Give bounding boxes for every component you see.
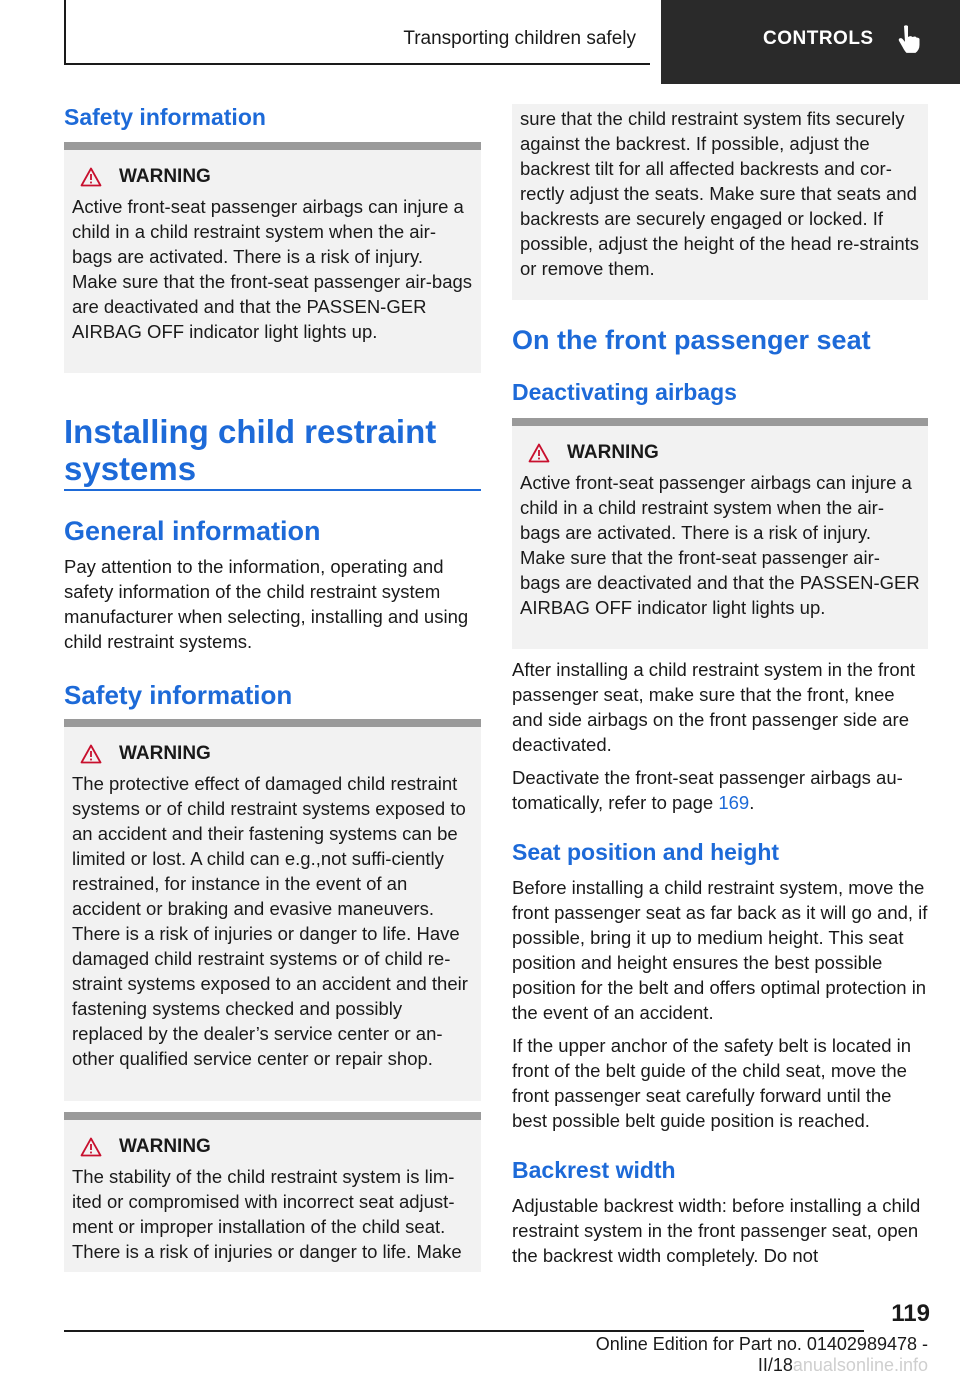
warning-box-damaged-systems xyxy=(64,719,481,1101)
upper-anchor-text: If the upper anchor of the safety belt is located in front of the belt guide of the child seat, move the front passenger seat carefully forward until the best possible belt guide position is reached. xyxy=(512,1035,912,1131)
safety-information-heading-2: Safety information xyxy=(64,680,293,710)
seat-position-heading: Seat position and height xyxy=(512,839,780,865)
page-number: 119 xyxy=(891,1300,930,1327)
front-passenger-seat-heading: On the front passenger seat xyxy=(512,325,871,355)
deactivate-automatically-text xyxy=(512,765,928,815)
safety-information-heading: Safety information xyxy=(64,104,266,130)
warning-box-deactivating xyxy=(512,418,928,649)
warning-text: Active front-seat passenger airbags can injure a child in a child restraint system when the air-bags are activated. There is a risk of injury. Make sure that the front-seat passenger air-bags are deactivated and that the PASSEN-GER AIRBAG OFF indicator light lights up. xyxy=(72,196,473,342)
section-title: Transporting children safely xyxy=(403,28,636,49)
warning-triangle-icon xyxy=(80,1137,102,1157)
backrest-width-text: Adjustable backrest width: before installing a child restraint system in the front passenger seat, open the backrest width completely. Do not xyxy=(512,1195,921,1266)
deactivate-text-post: . xyxy=(749,792,755,813)
warning-header xyxy=(80,166,473,188)
installing-heading-line-1: Installing child restraint xyxy=(64,413,437,450)
installing-systems-heading xyxy=(64,413,481,487)
warning-triangle-icon xyxy=(80,167,102,187)
warning-continued-text: sure that the child restraint system fits securely against the backrest. If possible, adjust the backrest tilt for all affected backrests and cor-rectly adjust the seats. Make sure that seats and backrests are securely engaged or locked. If possible, adjust the height of the head re-straints or remove them. xyxy=(520,108,920,279)
warning-label: WARNING xyxy=(567,442,659,463)
warning-header xyxy=(80,743,473,765)
warning-label: WARNING xyxy=(119,166,211,187)
deactivating-airbags-heading: Deactivating airbags xyxy=(512,379,737,405)
general-information-heading: General information xyxy=(64,516,321,546)
footer-rule xyxy=(64,1330,864,1332)
general-information-text: Pay attention to the information, operating and safety information of the child restraint system manufacturer when selecting, installing and using child restraint systems. xyxy=(64,556,469,652)
backrest-width-heading: Backrest width xyxy=(512,1157,676,1183)
header-left-rule xyxy=(64,0,66,64)
seat-position-text: Before installing a child restraint system, move the front passenger seat as far back as it will go and, if possible, bring it up to medium height. This seat position and height ensures the best possible position for the belt and offers optimal protection in the event of an accident. xyxy=(512,877,928,1023)
warning-box-stability xyxy=(64,1112,481,1272)
page-reference-link[interactable]: 169 xyxy=(718,792,750,813)
installing-heading-line-2: systems xyxy=(64,450,197,487)
header-bottom-rule xyxy=(64,63,650,65)
deactivate-text-pre: Deactivate the front-seat passenger airbags au-tomatically, refer to page xyxy=(512,767,903,813)
warning-text: The protective effect of damaged child restraint systems or of child restraint systems exposed to an accident and their fastening systems can be limited or lost. A child can e.g.,not suffi-ciently restrained, for instance in the event of an accident or braking and evasive maneuvers. There is a risk of injuries or danger to life. Have damaged child restraint systems or of child re-straint systems exposed to an accident and their fastening systems checked and possibly replaced by the dealer’s service center or an-other qualified service center or repair shop. xyxy=(72,773,468,1069)
warning-label: WARNING xyxy=(119,743,211,764)
warning-label: WARNING xyxy=(119,1136,211,1157)
controls-tab[interactable] xyxy=(661,0,960,84)
warning-header xyxy=(528,442,920,464)
warning-triangle-icon xyxy=(80,744,102,764)
warning-box-continued xyxy=(512,104,928,300)
pointing-hand-icon xyxy=(895,24,921,54)
warning-text: Active front-seat passenger airbags can injure a child in a child restraint system when the air-bags are activated. There is a risk of injury. Make sure that the front-seat passenger air-bags are deactivated and that the PASSEN-GER AIRBAG OFF indicator light lights up. xyxy=(520,472,920,618)
warning-box-airbags xyxy=(64,142,481,373)
watermark-text: anualsonline.info xyxy=(792,1355,928,1375)
warning-header xyxy=(80,1136,473,1158)
heading-underline xyxy=(64,489,481,491)
warning-text: The stability of the child restraint system is lim-ited or compromised with incorrect seat adjust-ment or improper installation of the child seat. There is a risk of injuries or danger to life. Make xyxy=(72,1166,462,1262)
controls-tab-label: CONTROLS xyxy=(763,28,874,49)
after-install-text: After installing a child restraint system in the front passenger seat, make sure that the front, knee and side airbags on the front passenger side are deactivated. xyxy=(512,659,916,755)
edition-text: Online Edition for Part no. 01402989478 - II/18 xyxy=(595,1334,928,1375)
footer-edition xyxy=(500,1334,928,1376)
warning-triangle-icon xyxy=(528,443,550,463)
